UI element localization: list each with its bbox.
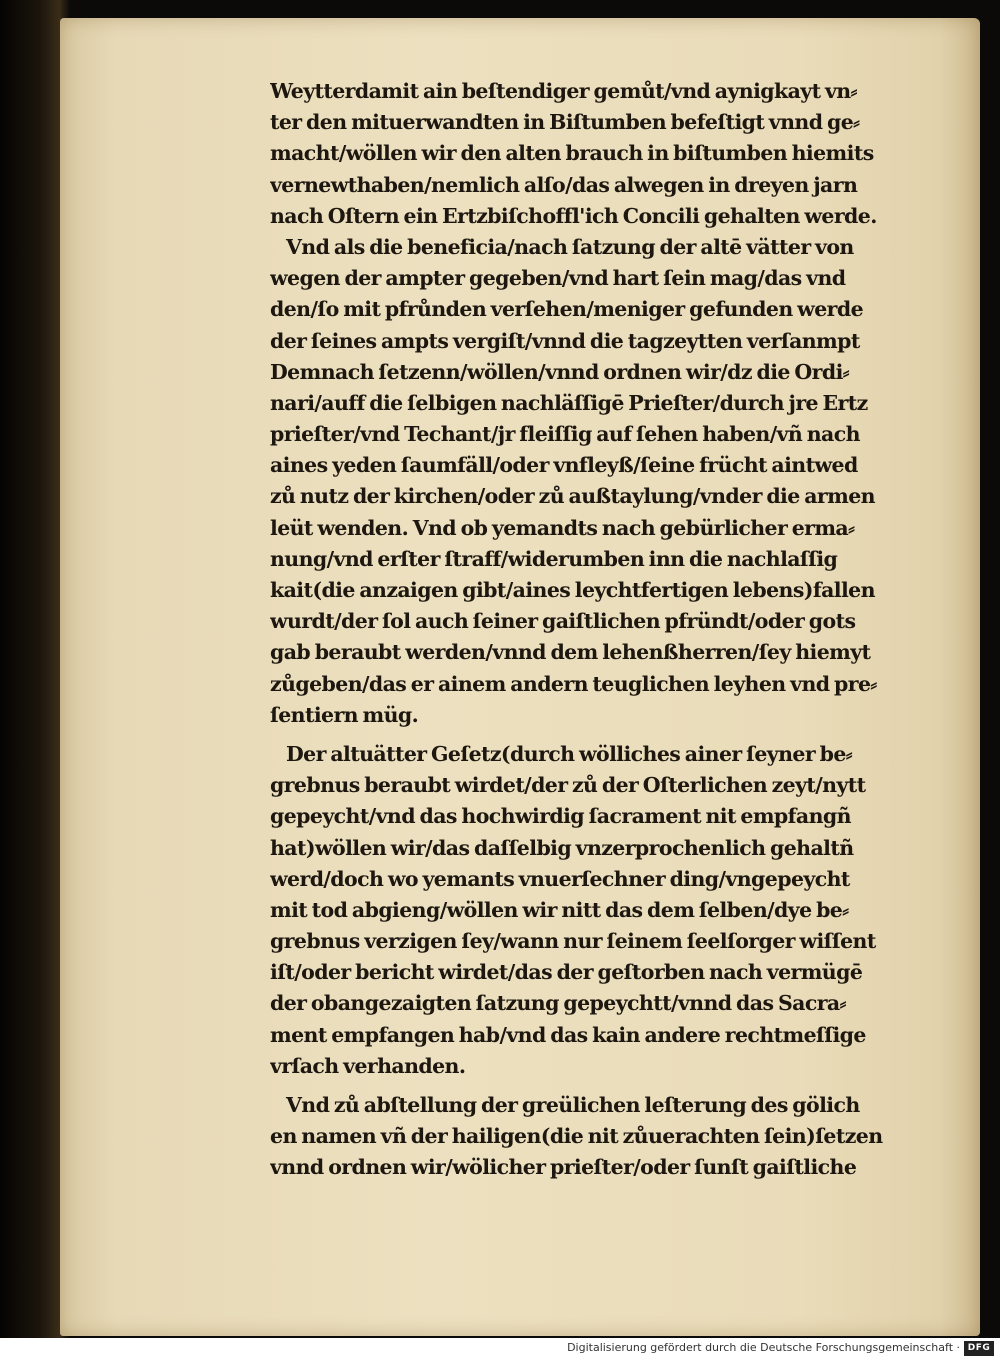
text-line: der obangezaigten ſatzung gepeychtt/vnnd das Sacra⸗: [270, 991, 846, 1016]
text-line: zů nutz der kirchen/oder zů außtaylung/vnder die armen: [270, 484, 875, 509]
text-line: ſentiern müg.: [270, 702, 419, 727]
text-line: nung/vnd erſter ſtraff/widerumben inn die nachlaſſig: [270, 546, 838, 571]
text-line: wurdt/der ſol auch ſeiner gaiſtlichen pfründt/oder gots: [270, 609, 856, 634]
funding-credit: Digitalisierung gefördert durch die Deutsche Forschungsgemeinschaft ·: [567, 1341, 960, 1354]
text-line: nari/auff die ſelbigen nachläſſigē Prieſter/durch jre Ertz: [270, 390, 868, 415]
text-line: ment empfangen hab/vnd das kain andere rechtmeſſige: [270, 1022, 866, 1047]
text-line: werd/doch wo yemants vnuerſechner ding/vngepeycht: [270, 866, 850, 891]
text-line: den/ſo mit pfrůnden verſehen/meniger gefunden werde: [270, 297, 864, 322]
text-line: Demnach ſetzenn/wöllen/vnnd ordnen wir/dz die Ordi⸗: [270, 359, 849, 384]
text-line: leüt wenden. Vnd ob yemandts nach gebürlicher erma⸗: [270, 515, 855, 540]
text-line: Weytterdamit ain beſtendiger gemůt/vnd aynigkayt vn⸗: [270, 79, 857, 103]
text-line: hat)wöllen wir/das daſſelbig vnzerprochenlich gehaltñ: [270, 835, 854, 860]
text-line: grebnus verzigen ſey/wann nur ſeinem ſeelſorger wiſſent: [270, 929, 876, 954]
text-line: Vnd als die beneficia/nach ſatzung der altē vätter von: [286, 234, 854, 259]
text-line: zůgeben/das er ainem andern teuglichen leyhen vnd pre⸗: [270, 671, 877, 696]
text-line: gab beraubt werden/vnnd dem lehenßherren/ſey hiemyt: [270, 640, 871, 665]
text-line: wegen der ampter gegeben/vnd hart ſein mag/das vnd: [270, 266, 846, 291]
dfg-logo: DFG: [964, 1341, 994, 1356]
text-line: en namen vñ der hailigen(die nit zůuerachten ſein)ſetzen: [270, 1124, 883, 1149]
text-line: vnnd ordnen wir/wölicher prieſter/oder ſunſt gaiſtliche: [270, 1155, 857, 1180]
text-line: macht/wöllen wir den alten brauch in biſtumben hiemits: [270, 141, 874, 166]
text-line: nach Oſtern ein Ertzbiſchoffl'ich Concili gehalten werde.: [270, 203, 877, 228]
text-line: grebnus beraubt wirdet/der zů der Oſterlichen zeyt/nytt: [270, 773, 866, 798]
text-line: aines yeden ſaumfäll/oder vnfleyß/ſeine frücht aintwed: [270, 453, 858, 478]
text-line: Vnd zů abſtellung der greülichen leſterung des gölich: [286, 1093, 860, 1117]
text-line: Der altuätter Geſetz(durch wölliches ainer ſeyner be⸗: [286, 741, 852, 766]
digitization-footer: [0, 1338, 1000, 1360]
text-line: kait(die anzaigen gibt/aines leychtfertigen lebens)fallen: [270, 578, 875, 602]
text-line: iſt/oder bericht wirdet/das der geſtorben nach vermügē: [270, 960, 863, 985]
text-line: vrſach verhanden.: [270, 1053, 466, 1078]
text-line: gepeycht/vnd das hochwirdig ſacrament nit empfangñ: [270, 804, 851, 829]
text-line: der ſeines ampts vergiſt/vnnd die tagzeytten verſanmpt: [270, 328, 860, 353]
page-edge-stain: [940, 18, 980, 1336]
text-line: vernewthaben/nemlich alſo/das alwegen in dreyen jarn: [270, 172, 858, 197]
text-line: ter den mituerwandten in Biſtumben befeſtigt vnnd ge⸗: [270, 110, 860, 135]
blackletter-text-block: [270, 76, 910, 1184]
text-line: mit tod abgieng/wöllen wir nitt das dem ſelben/dye be⸗: [270, 897, 849, 922]
text-line: prieſter/vnd Techant/jr fleiſſig auf ſehen haben/vñ nach: [270, 422, 860, 447]
